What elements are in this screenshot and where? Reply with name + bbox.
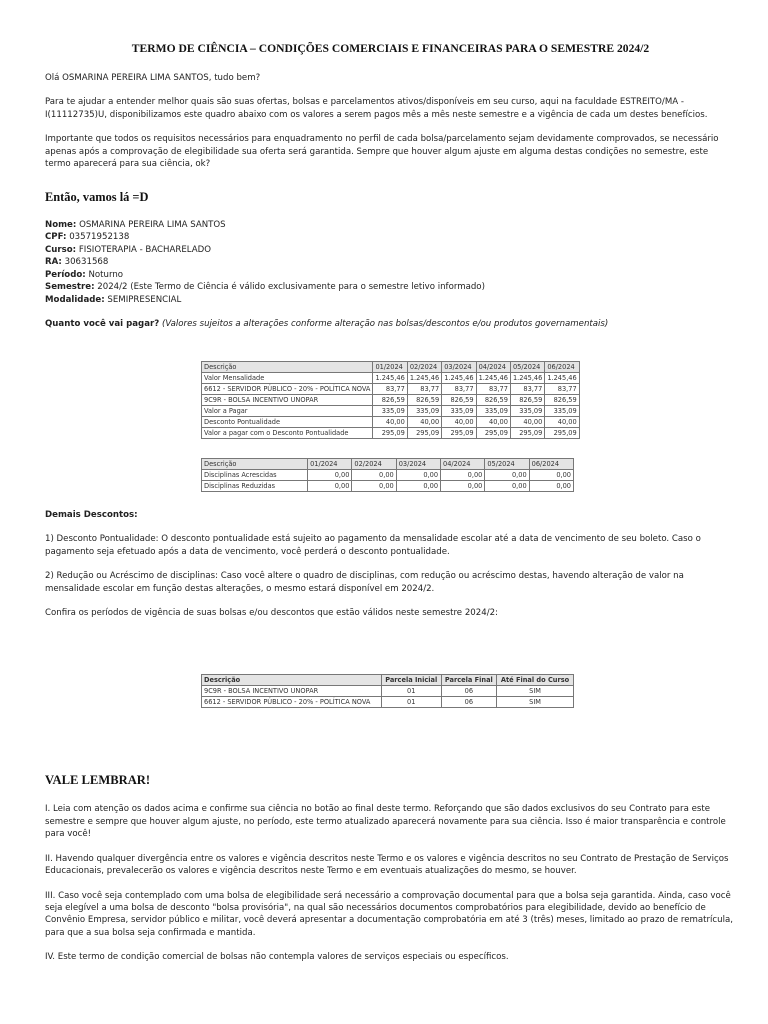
table-row: [202, 417, 580, 428]
table-cell: 83,77: [373, 384, 407, 395]
payments-table: [201, 361, 580, 439]
table-cell: 9C9R - BOLSA INCENTIVO UNOPAR: [202, 686, 382, 697]
table-cell: 0,00: [529, 481, 573, 492]
table-header-cell: 03/2024: [442, 362, 476, 373]
table-cell: SIM: [497, 697, 574, 708]
table-cell: 1.245,46: [510, 373, 544, 384]
table-cell: 826,59: [476, 395, 510, 406]
table-cell: 335,09: [442, 406, 476, 417]
table-header-cell: 06/2024: [529, 459, 573, 470]
table-cell: Valor a Pagar: [202, 406, 373, 417]
vale-item-4: IV. Este termo de condição comercial de bolsas não contempla valores de serviços especiais ou específicos.: [45, 952, 509, 963]
table-header-cell: Descrição: [202, 459, 308, 470]
disciplines-table: [201, 458, 574, 492]
table-cell: 83,77: [510, 384, 544, 395]
table-cell: 01: [381, 697, 441, 708]
table-cell: Disciplinas Acrescidas: [202, 470, 308, 481]
table-row: [202, 428, 580, 439]
table-cell: 335,09: [373, 406, 407, 417]
table-cell: 0,00: [352, 481, 396, 492]
table-cell: 295,09: [476, 428, 510, 439]
table-header-cell: 02/2024: [352, 459, 396, 470]
demais-section: [45, 509, 736, 620]
confira-text: Confira os períodos de vigência de suas bolsas e/ou descontos que estão válidos neste semestre 2024/2:: [45, 608, 498, 619]
info-periodo: Período: Noturno: [45, 269, 124, 280]
table-cell: 1.245,46: [373, 373, 407, 384]
table-row: [202, 686, 574, 697]
info-curso: Curso: FISIOTERAPIA - BACHARELADO: [45, 244, 212, 255]
table-cell: 0,00: [485, 470, 529, 481]
info-ra: RA: 30631568: [45, 257, 109, 267]
vale-heading: VALE LEMBRAR!: [45, 773, 151, 787]
important-paragraph: Importante que todos os requisitos necessários para enquadramento no perfil de cada bolsa/parcelamento sejam devidamente comprovados, se necessário apenas após a comprovação de elegibilidade sua oferta será garantida. Sempre que houver algum ajuste em alguma destas condições no semestre, este termo aparecerá para sua ciência, ok?: [45, 134, 719, 170]
table-header-cell: Parcela Inicial: [381, 675, 441, 686]
vale-item-1: I. Leia com atenção os dados acima e confirme sua ciência no botão ao final deste termo. Reforçando que são dados exclusivos do seu Contrato para este semestre e sempre que houver algum ajuste, no período, este termo atualizado aparecerá novamente para sua ciência. Isso é maior transparência e controle para você!: [45, 804, 726, 840]
table-header-cell: 01/2024: [373, 362, 407, 373]
table-header-row: [202, 459, 574, 470]
table-cell: 0,00: [441, 470, 485, 481]
table-cell: 0,00: [441, 481, 485, 492]
table-cell: 1.245,46: [407, 373, 441, 384]
greeting-text: Olá OSMARINA PEREIRA LIMA SANTOS, tudo bem?: [45, 72, 261, 83]
intro-paragraph: Para te ajudar a entender melhor quais são suas ofertas, bolsas e parcelamentos ativos/disponíveis em seu curso, aqui na faculdade ESTREITO/MA - I(11112735)U, disponibilizamos este quadro abaixo com os valores a serem pagos mês a mês neste semestre e a vigência de cada um destes benefícios.: [45, 97, 708, 120]
table-header-cell: Até Final do Curso: [497, 675, 574, 686]
table-header-row: [202, 675, 574, 686]
info-cpf: CPF: 03571952138: [45, 232, 130, 242]
student-info: [45, 219, 736, 307]
table-cell: 6612 - SERVIDOR PÚBLICO - 20% - POLÍTICA NOVA: [202, 697, 382, 708]
table-header-cell: 03/2024: [396, 459, 440, 470]
table-header-cell: 05/2024: [485, 459, 529, 470]
table-cell: Valor Mensalidade: [202, 373, 373, 384]
table-cell: 40,00: [510, 417, 544, 428]
demais-heading: Demais Descontos:: [45, 510, 138, 520]
table-cell: Disciplinas Reduzidas: [202, 481, 308, 492]
table-cell: 335,09: [476, 406, 510, 417]
table-row: [202, 481, 574, 492]
table-cell: 1.245,46: [476, 373, 510, 384]
table-cell: 40,00: [545, 417, 579, 428]
vale-item-3: III. Caso você seja contemplado com uma bolsa de elegibilidade será necessário a comprovação documental para que a bolsa seja garantida. Ainda, caso você seja elegível a uma bolsa de desconto "bolsa provisória", na qual são necessários documentos comprobatórios para elegibilidade, devido ao benefício de Convênio Empresa, servidor público e militar, você deverá apresentar a documentação comprobatória em até 3 (três) meses, limitado ao prazo de rematrícula, para que a sua bolsa seja confirmada e mantida.: [45, 890, 733, 938]
section-heading: Então, vamos lá =D: [45, 189, 149, 204]
table-cell: 01: [381, 686, 441, 697]
table-cell: 0,00: [396, 481, 440, 492]
table-cell: 0,00: [352, 470, 396, 481]
table-header-cell: 04/2024: [441, 459, 485, 470]
table-row: [202, 470, 574, 481]
vale-item-2: II. Havendo qualquer divergência entre os valores e vigência descritos neste Termo e os valores e vigência descritos no seu Contrato de Prestação de Serviços Educacionais, prevalecerão os valores e vigência descritos neste Termo e em eventuais atualizações do mesmo, se houver.: [45, 853, 729, 877]
table-cell: Desconto Pontualidade: [202, 417, 373, 428]
table-cell: 40,00: [373, 417, 407, 428]
table-cell: 40,00: [442, 417, 476, 428]
table-cell: 06: [441, 686, 497, 697]
table-cell: 295,09: [442, 428, 476, 439]
table-cell: 83,77: [407, 384, 441, 395]
table-cell: 06: [441, 697, 497, 708]
table-cell: 40,00: [476, 417, 510, 428]
table-cell: 335,09: [510, 406, 544, 417]
table-header-cell: 05/2024: [510, 362, 544, 373]
table-cell: SIM: [497, 686, 574, 697]
validity-table: [201, 674, 574, 708]
table-cell: 295,09: [373, 428, 407, 439]
table-row: [202, 697, 574, 708]
info-nome: Nome: OSMARINA PEREIRA LIMA SANTOS: [45, 219, 226, 230]
table-cell: 826,59: [442, 395, 476, 406]
table-header-cell: 06/2024: [545, 362, 579, 373]
table-header-cell: Descrição: [202, 675, 382, 686]
table-header-cell: 04/2024: [476, 362, 510, 373]
table-cell: 0,00: [485, 481, 529, 492]
table-cell: 335,09: [545, 406, 579, 417]
table-header-cell: Parcela Final: [441, 675, 497, 686]
vale-lembrar-section: [45, 771, 736, 964]
table-row: [202, 373, 580, 384]
table-cell: 826,59: [545, 395, 579, 406]
table-header-cell: Descrição: [202, 362, 373, 373]
table-row: [202, 406, 580, 417]
table-cell: 295,09: [545, 428, 579, 439]
table-cell: 9C9R - BOLSA INCENTIVO UNOPAR: [202, 395, 373, 406]
table-cell: 826,59: [510, 395, 544, 406]
table-header-cell: 01/2024: [308, 459, 352, 470]
table-cell: 826,59: [373, 395, 407, 406]
table-cell: 0,00: [308, 481, 352, 492]
table-header-cell: 02/2024: [407, 362, 441, 373]
table-header-row: [202, 362, 580, 373]
table-cell: Valor a pagar com o Desconto Pontualidade: [202, 428, 373, 439]
table-cell: 83,77: [545, 384, 579, 395]
table-cell: 6612 - SERVIDOR PÚBLICO - 20% - POLÍTICA NOVA: [202, 384, 373, 395]
demais-item-2: 2) Redução ou Acréscimo de disciplinas: Caso você altere o quadro de disciplinas, com redução ou acréscimo destas, havendo alteração de valor na mensalidade escolar em função destas alterações, o mesmo estará disponível em 2024/2.: [45, 571, 684, 594]
table-cell: 826,59: [407, 395, 441, 406]
demais-item-1: 1) Desconto Pontualidade: O desconto pontualidade está sujeito ao pagamento da mensalidade escolar até a data de vencimento de seu boleto. Caso o pagamento seja efetuado após a data de vencimento, você perderá o desconto pontualidade.: [45, 534, 701, 557]
table-cell: 1.245,46: [545, 373, 579, 384]
table-cell: 83,77: [476, 384, 510, 395]
table-cell: 0,00: [396, 470, 440, 481]
info-semestre: Semestre: 2024/2 (Este Termo de Ciência é válido exclusivamente para o semestre letivo informado): [45, 282, 485, 292]
table-cell: 295,09: [407, 428, 441, 439]
table-cell: 40,00: [407, 417, 441, 428]
info-modalidade: Modalidade: SEMIPRESENCIAL: [45, 294, 182, 305]
table-cell: 83,77: [442, 384, 476, 395]
table-cell: 1.245,46: [442, 373, 476, 384]
table-cell: 295,09: [510, 428, 544, 439]
document-title: TERMO DE CIÊNCIA – CONDIÇÕES COMERCIAIS E FINANCEIRAS PARA O SEMESTRE 2024/2: [131, 42, 650, 55]
table-cell: 335,09: [407, 406, 441, 417]
quanto-line: Quanto você vai pagar? (Valores sujeitos a alterações conforme alteração nas bolsas/descontos e/ou produtos governamentais): [45, 319, 609, 329]
table-cell: 0,00: [308, 470, 352, 481]
table-row: [202, 384, 580, 395]
table-cell: 0,00: [529, 470, 573, 481]
table-row: [202, 395, 580, 406]
